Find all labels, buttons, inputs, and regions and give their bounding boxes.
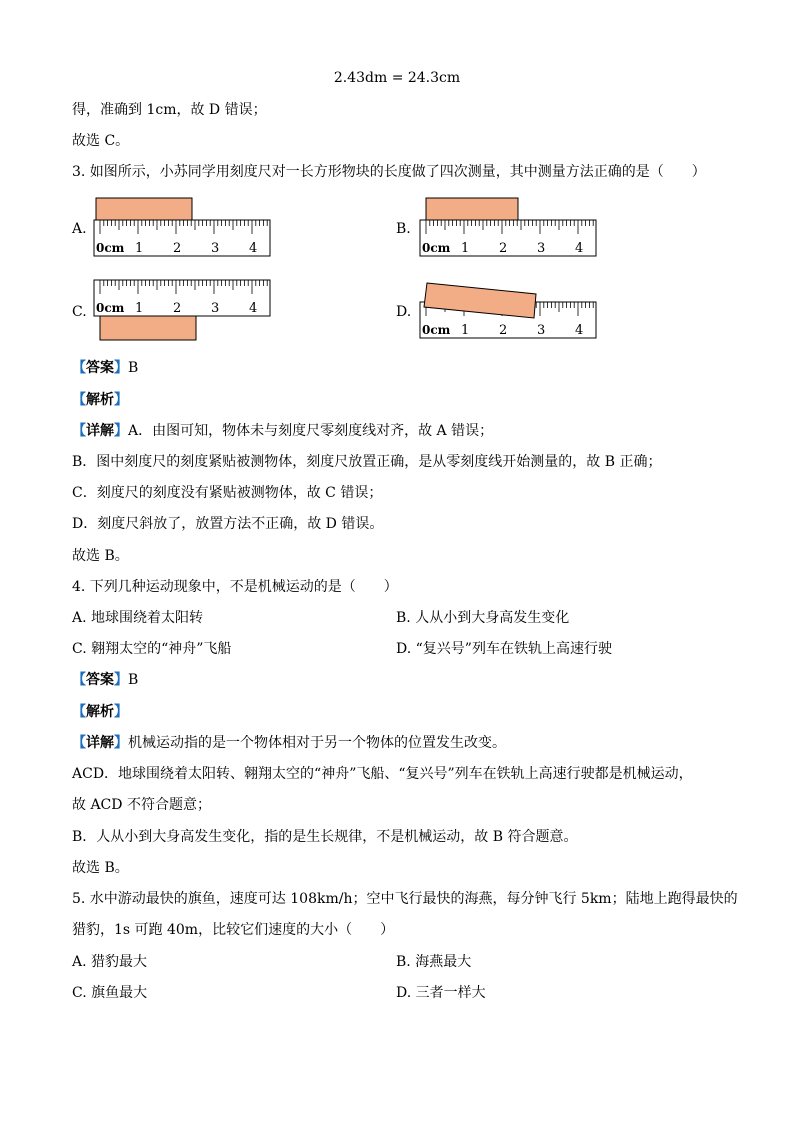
ruler-label: 1: [135, 301, 144, 316]
ruler-label: 3: [537, 241, 546, 256]
prev-conclusion: 故选 C。: [72, 133, 130, 149]
ruler-label: 4: [249, 301, 258, 316]
q3-option-c-label: C.: [72, 304, 87, 320]
q5-stem-line1: 5. 水中游动最快的旗鱼，速度可达 108km/h；空中飞行最快的海燕，每分钟飞行 5km；陆地上跑得最快的: [72, 891, 738, 907]
q4-detail-acd-2: 故 ACD 不符合题意；: [72, 797, 211, 813]
q5-option-b: B. 海燕最大: [396, 954, 472, 970]
ruler-label: 2: [499, 323, 508, 338]
q5-option-d: D. 三者一样大: [396, 985, 486, 1001]
ruler-label: 1: [135, 241, 144, 256]
q4-stem: 4. 下列几种运动现象中，不是机械运动的是（ ）: [72, 579, 398, 595]
q4-option-a: A. 地球围绕着太阳转: [72, 610, 204, 626]
q3-figure-d: [418, 278, 600, 342]
block-c: [100, 316, 196, 340]
q3-detail-tag: 详解: [86, 423, 114, 439]
ruler-label: 0cm: [96, 241, 125, 255]
equation-line: 2.43dm = 24.3cm: [333, 70, 461, 86]
ruler-label: 0cm: [422, 241, 451, 255]
ruler-label: 1: [461, 241, 470, 256]
ruler-label: 1: [461, 323, 470, 338]
q4-detail-intro: 机械运动指的是一个物体相对于另一个物体的位置发生改变。: [128, 735, 506, 751]
q5-option-c: C. 旗鱼最大: [72, 985, 148, 1001]
q3-analysis-line: 【解析】: [72, 392, 128, 408]
ruler-label: 4: [575, 323, 584, 338]
ruler-label: 2: [173, 241, 182, 256]
q5-stem-line2: 猎豹，1s 可跑 40m，比较它们速度的大小（ ）: [72, 922, 395, 938]
q3-figure-c: [92, 278, 274, 344]
ruler-label: 0cm: [96, 301, 125, 315]
q4-answer-line: 【答案】B: [72, 672, 139, 688]
ruler-label: 4: [249, 241, 258, 256]
ruler-label: 2: [499, 241, 508, 256]
q4-analysis-tag: 解析: [86, 704, 114, 720]
q3-detail-c: C．刻度尺的刻度没有紧贴被测物体，故 C 错误；: [72, 485, 383, 501]
q4-detail-intro-line: 【详解】机械运动指的是一个物体相对于另一个物体的位置发生改变。: [72, 735, 506, 751]
q4-detail-acd-1: ACD．地球围绕着太阳转、翱翔太空的“神舟”飞船、“复兴号”列车在铁轨上高速行驶都是机械运动，: [72, 766, 693, 782]
q5-option-a: A. 猎豹最大: [72, 954, 148, 970]
q3-option-a-label: A.: [72, 221, 87, 237]
ruler-label: 3: [211, 241, 220, 256]
q4-detail-tag: 详解: [86, 735, 114, 751]
block-a: [96, 198, 192, 220]
q4-detail-b: B．人从小到大身高发生变化，指的是生长规律，不是机械运动，故 B 符合题意。: [72, 829, 578, 845]
q4-answer-value: B: [128, 672, 139, 688]
q3-conclusion: 故选 B。: [72, 548, 129, 564]
q3-detail-a-line: 【详解】A．由图可知，物体未与刻度尺零刻度线对齐，故 A 错误；: [72, 423, 494, 439]
q3-figure-b: [418, 196, 600, 260]
q3-detail-a: A．由图可知，物体未与刻度尺零刻度线对齐，故 A 错误；: [128, 423, 494, 439]
ruler-label: 2: [173, 301, 182, 316]
q3-answer-line: 【答案】B: [72, 360, 139, 376]
ruler-label: 3: [211, 301, 220, 316]
q3-option-d-label: D.: [396, 304, 412, 320]
ruler-label: 3: [537, 323, 546, 338]
ruler-label: 4: [575, 241, 584, 256]
prev-explanation-line: 得，准确到 1cm，故 D 错误；: [72, 102, 267, 118]
q4-option-b: B. 人从小到大身高发生变化: [396, 610, 570, 626]
q3-analysis-tag: 解析: [86, 392, 114, 408]
block-b: [426, 198, 518, 220]
q3-detail-b: B．图中刻度尺的刻度紧贴被测物体，刻度尺放置正确，是从零刻度线开始测量的，故 B 正确；: [72, 454, 662, 470]
q4-option-c: C. 翱翔太空的“神舟”飞船: [72, 641, 232, 657]
q4-conclusion: 故选 B。: [72, 860, 129, 876]
q3-answer-tag: 答案: [86, 360, 114, 376]
q4-answer-tag: 答案: [86, 672, 114, 688]
q4-option-d: D. “复兴号”列车在铁轨上高速行驶: [396, 641, 612, 657]
q4-analysis-line: 【解析】: [72, 704, 128, 720]
ruler-label: 0cm: [422, 323, 451, 337]
q3-figure-a: [92, 196, 274, 260]
q3-detail-d: D．刻度尺斜放了，放置方法不正确，故 D 错误。: [72, 516, 384, 532]
q3-option-b-label: B.: [396, 221, 411, 237]
q3-stem: 3. 如图所示，小苏同学用刻度尺对一长方形物块的长度做了四次测量，其中测量方法正确的是（ ）: [72, 164, 706, 180]
q3-answer-value: B: [128, 360, 139, 376]
